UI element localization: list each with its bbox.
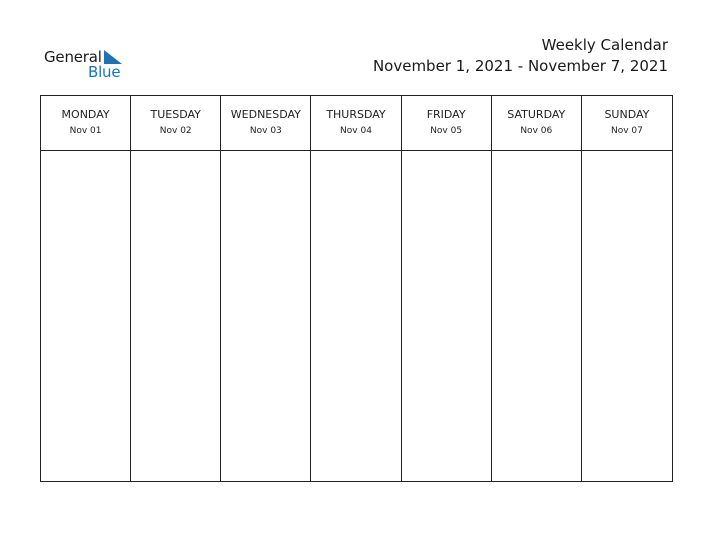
date-range: November 1, 2021 - November 7, 2021	[372, 57, 668, 75]
brand-logo	[44, 46, 134, 86]
page-title: Weekly Calendar	[541, 36, 668, 54]
day-cell-friday	[402, 151, 492, 481]
day-header-friday	[402, 96, 492, 151]
day-cell-thursday	[311, 151, 401, 481]
day-name: THURSDAY	[326, 108, 386, 121]
day-cell-saturday	[492, 151, 582, 481]
logo-text-blue: Blue	[88, 63, 121, 81]
day-header-thursday	[311, 96, 401, 151]
day-date: Nov 06	[520, 126, 553, 136]
logo-text-general: General	[44, 48, 102, 66]
day-name: TUESDAY	[150, 108, 201, 121]
day-date: Nov 03	[249, 126, 282, 136]
day-cell-tuesday	[131, 151, 221, 481]
weekly-calendar-grid	[40, 95, 673, 482]
day-name: FRIDAY	[426, 108, 466, 121]
day-name: SATURDAY	[507, 108, 566, 121]
day-name: WEDNESDAY	[230, 108, 301, 121]
day-cell-wednesday	[221, 151, 311, 481]
page-heading	[373, 35, 668, 77]
day-date: Nov 05	[430, 126, 463, 136]
day-cell-monday	[41, 151, 131, 481]
day-date: Nov 04	[340, 126, 372, 136]
day-cell-sunday	[582, 151, 672, 481]
day-date: Nov 02	[159, 126, 192, 136]
day-header-wednesday	[221, 96, 311, 151]
day-header-monday	[41, 96, 131, 151]
day-name: MONDAY	[61, 108, 110, 121]
day-header-tuesday	[131, 96, 221, 151]
day-date: Nov 01	[69, 126, 102, 136]
day-name: SUNDAY	[604, 108, 650, 121]
day-date: Nov 07	[610, 126, 643, 136]
day-header-sunday	[582, 96, 672, 151]
logo-triangle-icon	[104, 50, 122, 64]
day-header-saturday	[492, 96, 582, 151]
